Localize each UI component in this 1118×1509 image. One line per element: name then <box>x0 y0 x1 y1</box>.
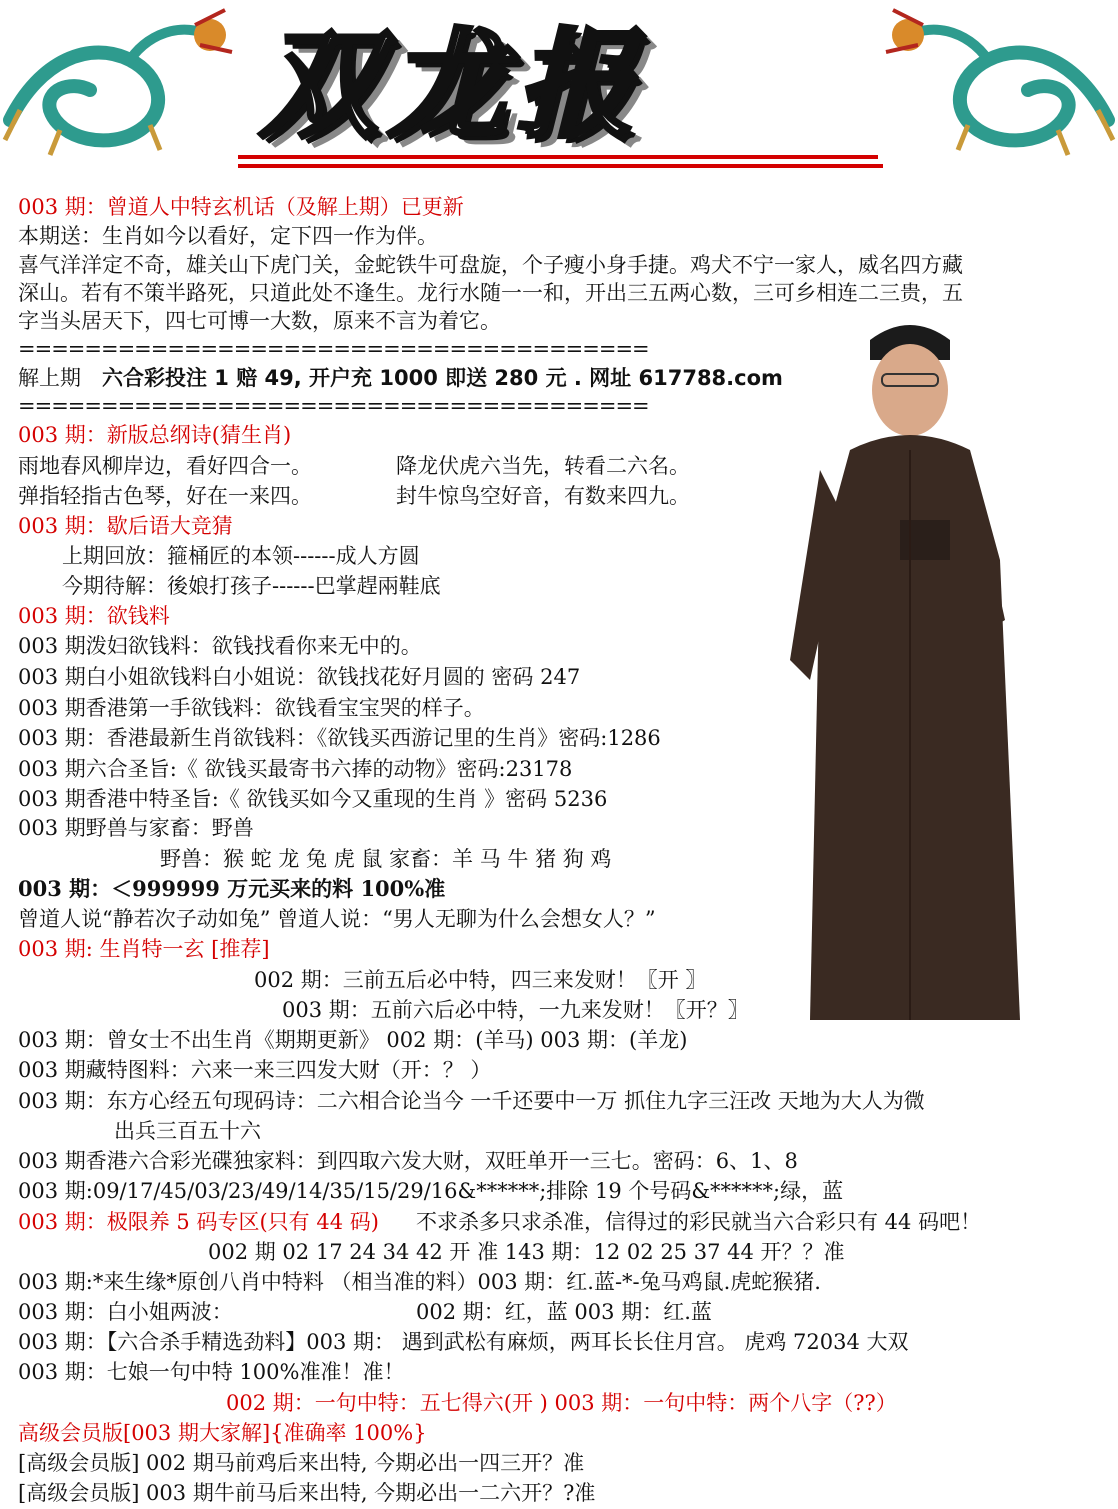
text-line-13: 今期待解：後娘打孩子------巴掌趕兩鞋底 <box>62 574 441 598</box>
text-line-32: 003 期香港六合彩光碟独家料：到四取六发大财，双旺单开一三七。密码：6、1、8 <box>18 1149 798 1173</box>
text-line-40: 003 期：【六合杀手精选劲料】003 期： 遇到武松有麻烦，两耳长长住月宫。 虎鸡 72034 大双 <box>18 1330 909 1354</box>
text-line-12: 上期回放：箍桶匠的本领------成人方圆 <box>62 544 420 568</box>
extra-line-0: 降龙伏虎六当先，转看二六名。 <box>396 454 690 478</box>
text-line-11: 003 期：歇后语大竞猜 <box>18 514 233 538</box>
text-line-17: 003 期香港第一手欲钱料：欲钱看宝宝哭的样子。 <box>18 696 485 720</box>
text-line-18: 003 期：香港最新生肖欲钱料：《欲钱买西游记里的生肖》密码:1286 <box>18 726 661 750</box>
text-line-4: 字当头居天下，四七可博一大数，原来不言为着它。 <box>18 309 501 333</box>
text-line-21: 003 期野兽与家畜：野兽 <box>18 816 254 840</box>
text-line-34: 003 期：极限养 5 码专区(只有 44 码) <box>18 1210 379 1234</box>
text-line-9: 雨地春风柳岸边，看好四合一。 <box>18 454 312 478</box>
text-line-38: 003 期：白小姐两波： <box>18 1300 233 1324</box>
dragon-left-icon <box>0 0 240 160</box>
text-line-26: 002 期：三前五后必中特，四三来发财！〖开 〗 <box>254 968 707 992</box>
text-line-39: 002 期：红，蓝 003 期：红.蓝 <box>416 1300 712 1324</box>
text-line-41: 003 期：七娘一句中特 100%准准！准！ <box>18 1360 405 1384</box>
text-line-8: 003 期：新版总纲诗(猜生肖) <box>18 423 292 447</box>
page-title: 双龙报 <box>260 16 645 154</box>
title-underline <box>238 155 878 159</box>
man-figure-image <box>790 300 1118 1020</box>
text-line-28: 003 期：曾女士不出生肖《期期更新》 002 期：(羊马) 003 期：(羊龙) <box>18 1028 688 1052</box>
text-line-7: ====================================== <box>18 394 649 418</box>
text-line-10: 弹指轻指古色琴，好在一来四。 <box>18 484 312 508</box>
text-line-45: [高级会员版] 003 期牛前马后来出特, 今期必出一二六开？?准 <box>18 1481 596 1505</box>
text-line-27: 003 期：五前六后必中特，一九来发财！〖开？〗 <box>282 998 749 1022</box>
text-line-43: 高级会员版[003 期大家解]{准确率 100%} <box>18 1421 427 1445</box>
text-line-33: 003 期:09/17/45/03/23/49/14/35/15/29/16&******;排除 19 个号码&******;绿，蓝 <box>18 1179 844 1203</box>
extra-line-1: 封牛惊鸟空好音，有数来四九。 <box>396 484 690 508</box>
text-line-30: 003 期：东方心经五句现码诗：二六相合论当今 一千还要中一万 抓住九字三汪改 天地为大人为微 <box>18 1089 925 1113</box>
text-line-31: 出兵三百五十六 <box>114 1119 261 1143</box>
text-line-44: [高级会员版] 002 期马前鸡后来出特, 今期必出一四三开？准 <box>18 1451 585 1475</box>
text-line-0: 003 期：曾道人中特玄机话（及解上期）已更新 <box>18 195 464 219</box>
title-underline-2 <box>238 164 883 168</box>
text-line-14: 003 期：欲钱料 <box>18 604 170 628</box>
text-line-16: 003 期白小姐欲钱料白小姐说：欲钱找花好月圆的 密码 247 <box>18 665 581 689</box>
text-line-15: 003 期泼妇欲钱料：欲钱找看你来无中的。 <box>18 634 422 658</box>
dragon-right-icon <box>860 0 1118 160</box>
text-line-3: 深山。若有不策半路死，只道此处不逢生。龙行水随一一和，开出三五两心数，三可乡相连二三贵，五 <box>18 281 963 305</box>
text-line-6: 解上期 <box>18 366 81 390</box>
text-line-5: ====================================== <box>18 337 649 361</box>
header-banner <box>0 0 1118 180</box>
text-line-35: 不求杀多只求杀准，信得过的彩民就当六合彩只有 44 码吧！ <box>416 1210 982 1234</box>
text-line-1: 本期送：生肖如今以看好，定下四一作为伴。 <box>18 224 438 248</box>
text-line-2: 喜气洋洋定不奇，雄关山下虎门关，金蛇铁牛可盘旋，个子瘦小身手捷。鸡犬不宁一家人，威名四方藏 <box>18 253 963 277</box>
text-line-20: 003 期香港中特圣旨:《 欲钱买如今又重现的生肖 》密码 5236 <box>18 787 608 811</box>
text-line-36: 002 期 02 17 24 34 42 开 准 143 期：12 02 25 37 44 开？？准 <box>208 1240 845 1264</box>
text-line-24: 曾道人说“静若次子动如兔” 曾道人说：“男人无聊为什么会想女人？” <box>18 907 656 931</box>
ad-text: 六合彩投注 1 赔 49, 开户充 1000 即送 280 元 . 网址 617788.com <box>102 366 783 390</box>
text-line-22: 野兽：猴 蛇 龙 兔 虎 鼠 家畜：羊 马 牛 猪 狗 鸡 <box>160 847 612 871</box>
text-line-23: 003 期：＜999999 万元买来的料 100%准 <box>18 876 446 901</box>
text-line-42: 002 期：一句中特：五七得六(开 ) 003 期：一句中特：两个八字（??） <box>226 1391 897 1415</box>
text-line-37: 003 期:*来生缘*原创八肖中特料 （相当准的料）003 期：红.蓝-*-兔马鸡鼠.虎蛇猴猪. <box>18 1270 821 1294</box>
text-line-29: 003 期藏特图料：六来一来三四发大财（开：？ ） <box>18 1058 492 1082</box>
text-line-25: 003 期: 生肖特一玄 [推荐] <box>18 937 270 961</box>
text-line-19: 003 期六合圣旨:《 欲钱买最寄书六捧的动物》密码:23178 <box>18 757 573 781</box>
